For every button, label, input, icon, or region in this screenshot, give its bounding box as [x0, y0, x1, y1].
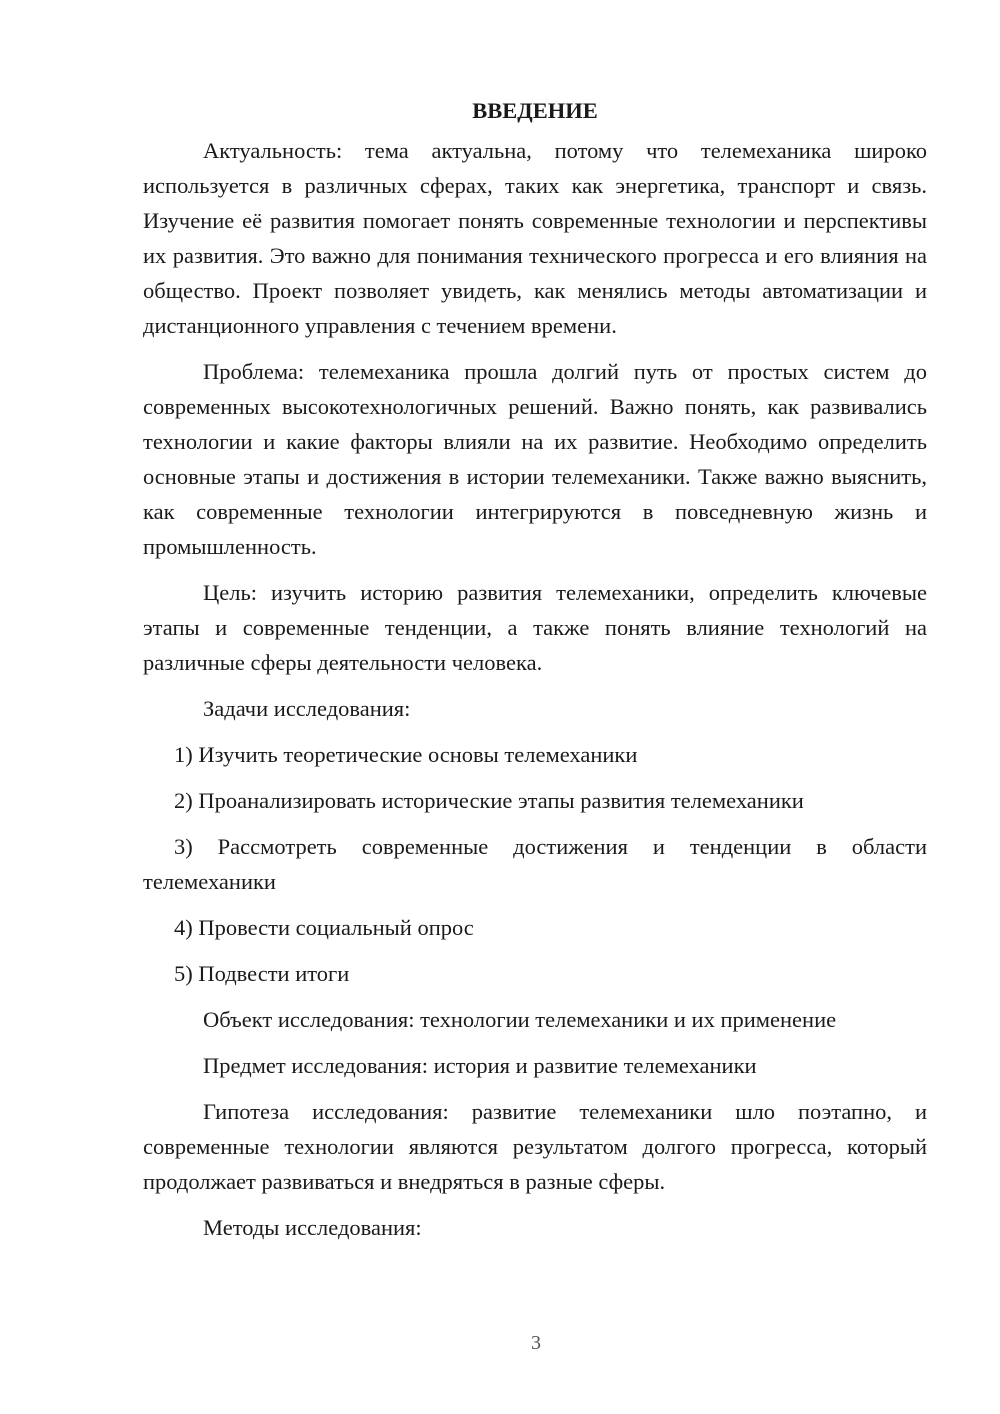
- task-item-5: 5) Подвести итоги: [174, 961, 350, 986]
- task-item-3: 3) Рассмотреть современные достижения и тенденции в области телемеханики: [143, 834, 927, 894]
- paragraph-methods: Методы исследования:: [203, 1215, 422, 1240]
- paragraph-hypothesis: Гипотеза исследования: развитие телемеханики шло поэтапно, и современные технологии являются результатом долгого прогресса, который продолжает развиваться и внедряться в разные сферы.: [143, 1099, 927, 1194]
- paragraph-subject: Предмет исследования: история и развитие телемеханики: [203, 1053, 757, 1078]
- task-item-1: 1) Изучить теоретические основы телемеханики: [174, 742, 638, 767]
- task-item-4: 4) Провести социальный опрос: [174, 915, 474, 940]
- section-title: ВВЕДЕНИЕ: [472, 98, 598, 123]
- paragraph-relevance: Актуальность: тема актуальна, потому что телемеханика широко используется в различных сферах, таких как энергетика, транспорт и связь. Изучение её развития помогает понять современные технологии и перспективы их развития. Это важно для понимания технического прогресса и его влияния на общество. Проект позволяет увидеть, как менялись методы автоматизации и дистанционного управления с течением времени.: [143, 138, 927, 338]
- task-item-2: 2) Проанализировать исторические этапы развития телемеханики: [174, 788, 804, 813]
- page-content: [143, 93, 927, 1256]
- paragraph-goal: Цель: изучить историю развития телемеханики, определить ключевые этапы и современные тенденции, а также понять влияние технологий на различные сферы деятельности человека.: [143, 580, 927, 675]
- paragraph-object: Объект исследования: технологии телемеханики и их применение: [203, 1007, 837, 1032]
- paragraph-tasks-heading: Задачи исследования:: [203, 696, 411, 721]
- paragraph-problem: Проблема: телемеханика прошла долгий путь от простых систем до современных высокотехнологичных решений. Важно понять, как развивались технологии и какие факторы влияли на их развитие. Необходимо определить основные этапы и достижения в истории телемеханики. Также важно выяснить, как современные технологии интегрируются в повседневную жизнь и промышленность.: [143, 359, 927, 559]
- page-number: 3: [531, 1332, 541, 1354]
